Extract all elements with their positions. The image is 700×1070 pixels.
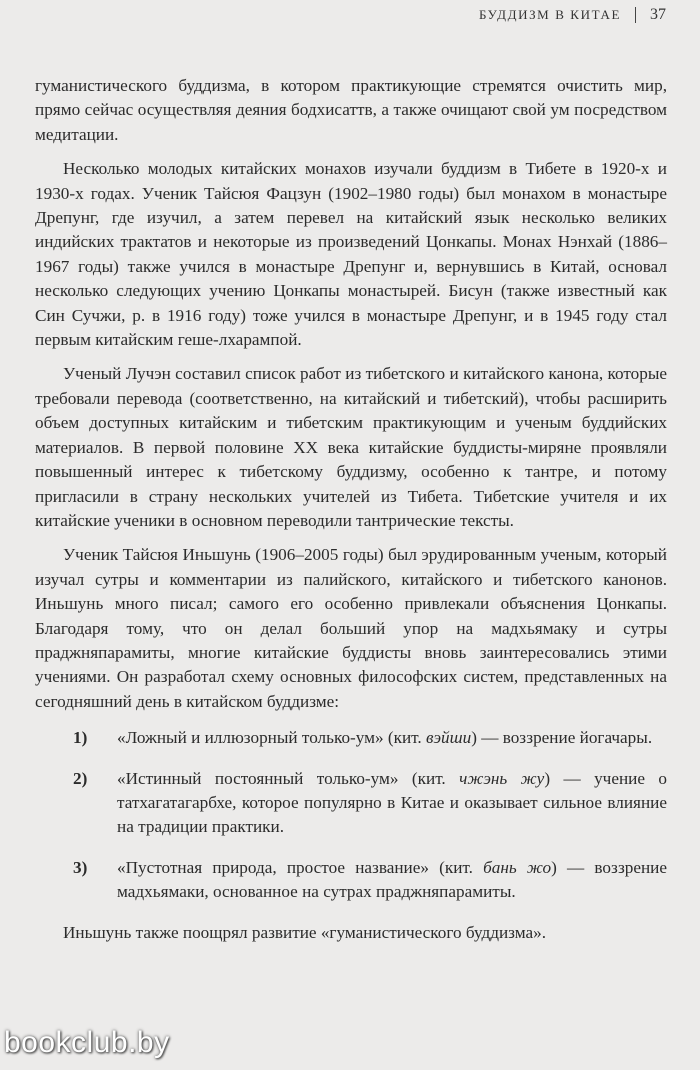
list-item bbox=[35, 726, 667, 750]
paragraph-luchen: Ученый Лучэн составил список работ из тибетского и китайского канона, которые требовали перевода (соответственно, на китайский и тибетский), чтобы расширить объем доступных китайским и тибетским практикующим и ученым буддийских материалов. В первой половине XX века китайские буддисты-миряне проявляли повышенный интерес к тибетскому буддизму, особенно к тантре, и потому пригласили в страну нескольких учителей из Тибета. Тибетские учителя и их китайские ученики в основном переводили тантрические тексты. bbox=[35, 364, 667, 530]
watermark-logo: bookclub.by bbox=[4, 1026, 170, 1059]
list-item-number: 3) bbox=[73, 857, 88, 877]
page-body bbox=[35, 74, 667, 945]
chapter-title: БУДДИЗМ В КИТАЕ bbox=[479, 7, 621, 22]
paragraph-monks-tibet: Несколько молодых китайских монахов изучали буддизм в Тибете в 1920-х и 1930-х годах. Ученик Тайсюя Фацзун (1902–1980 годы) был монахом в монастыре Дрепунг, где изучил, а затем перевел на китайский язык несколько великих индийских трактатов и некоторые из произведений Цонкапы. Монах Нэнхай (1886–1967 годы) также учился в монастыре Дрепунг и, вернувшись в Китай, основал несколько следующих учению Цонкапы монастырей. Бисун (также известный как Син Сучжи, р. в 1916 году) тоже учился в монастыре Дрепунг, и в 1945 году стал первым китайским геше-лхарампой. bbox=[35, 159, 667, 350]
list-item-text: ) — воззрение йогачары. bbox=[471, 728, 653, 748]
list-item-term: бань жо bbox=[483, 857, 552, 877]
header-divider bbox=[635, 7, 636, 23]
list-item-term: вэйши bbox=[426, 728, 472, 748]
paragraph-yinshun: Ученик Тайсюя Иньшунь (1906–2005 годы) был эрудированным ученым, который изучал сутры и комментарии из палийского, китайского и тибетского канонов. Иньшунь много писал; самого его особенно привлекали объяснения Цонкапы. Благодаря тому, что он делал больший упор на мадхьямаку и сутры праджняпарамиты, многие китайские буддисты вновь заинтересовались этими учениями. Он разработал схему основных философских систем, представленных на сегодняшний день в китайском буддизме: bbox=[35, 545, 667, 711]
list-item-text: ) — учение о татхагатагарбхе, которое популярно в Китае и оказывает сильное влияние на традиции практики. bbox=[117, 768, 667, 837]
list-item-text: «Ложный и иллюзорный только-ум» (кит. bbox=[117, 728, 426, 748]
running-header bbox=[479, 6, 666, 24]
philosophical-systems-list bbox=[35, 726, 667, 904]
list-item-text: «Пустотная природа, простое название» (кит. bbox=[117, 857, 484, 877]
list-item-number: 2) bbox=[73, 768, 88, 788]
page-number: 37 bbox=[650, 6, 666, 23]
list-item-term: чжэнь жу bbox=[459, 768, 545, 788]
paragraph-closing: Иньшунь также поощрял развитие «гуманистического буддизма». bbox=[63, 922, 546, 942]
list-item bbox=[35, 767, 667, 840]
list-item-text: ) — воззрение мадхьямаки, основанное на сутрах праджняпарамиты. bbox=[117, 857, 667, 902]
list-item-number: 1) bbox=[73, 728, 88, 748]
list-item bbox=[35, 856, 667, 905]
paragraph-continuation: гуманистического буддизма, в котором практикующие стремятся очистить мир, прямо сейчас осуществляя деяния бодхисаттв, а также очищают свой ум посредством медитации. bbox=[35, 76, 667, 144]
list-item-text: «Истинный постоянный только-ум» (кит. bbox=[117, 768, 460, 788]
